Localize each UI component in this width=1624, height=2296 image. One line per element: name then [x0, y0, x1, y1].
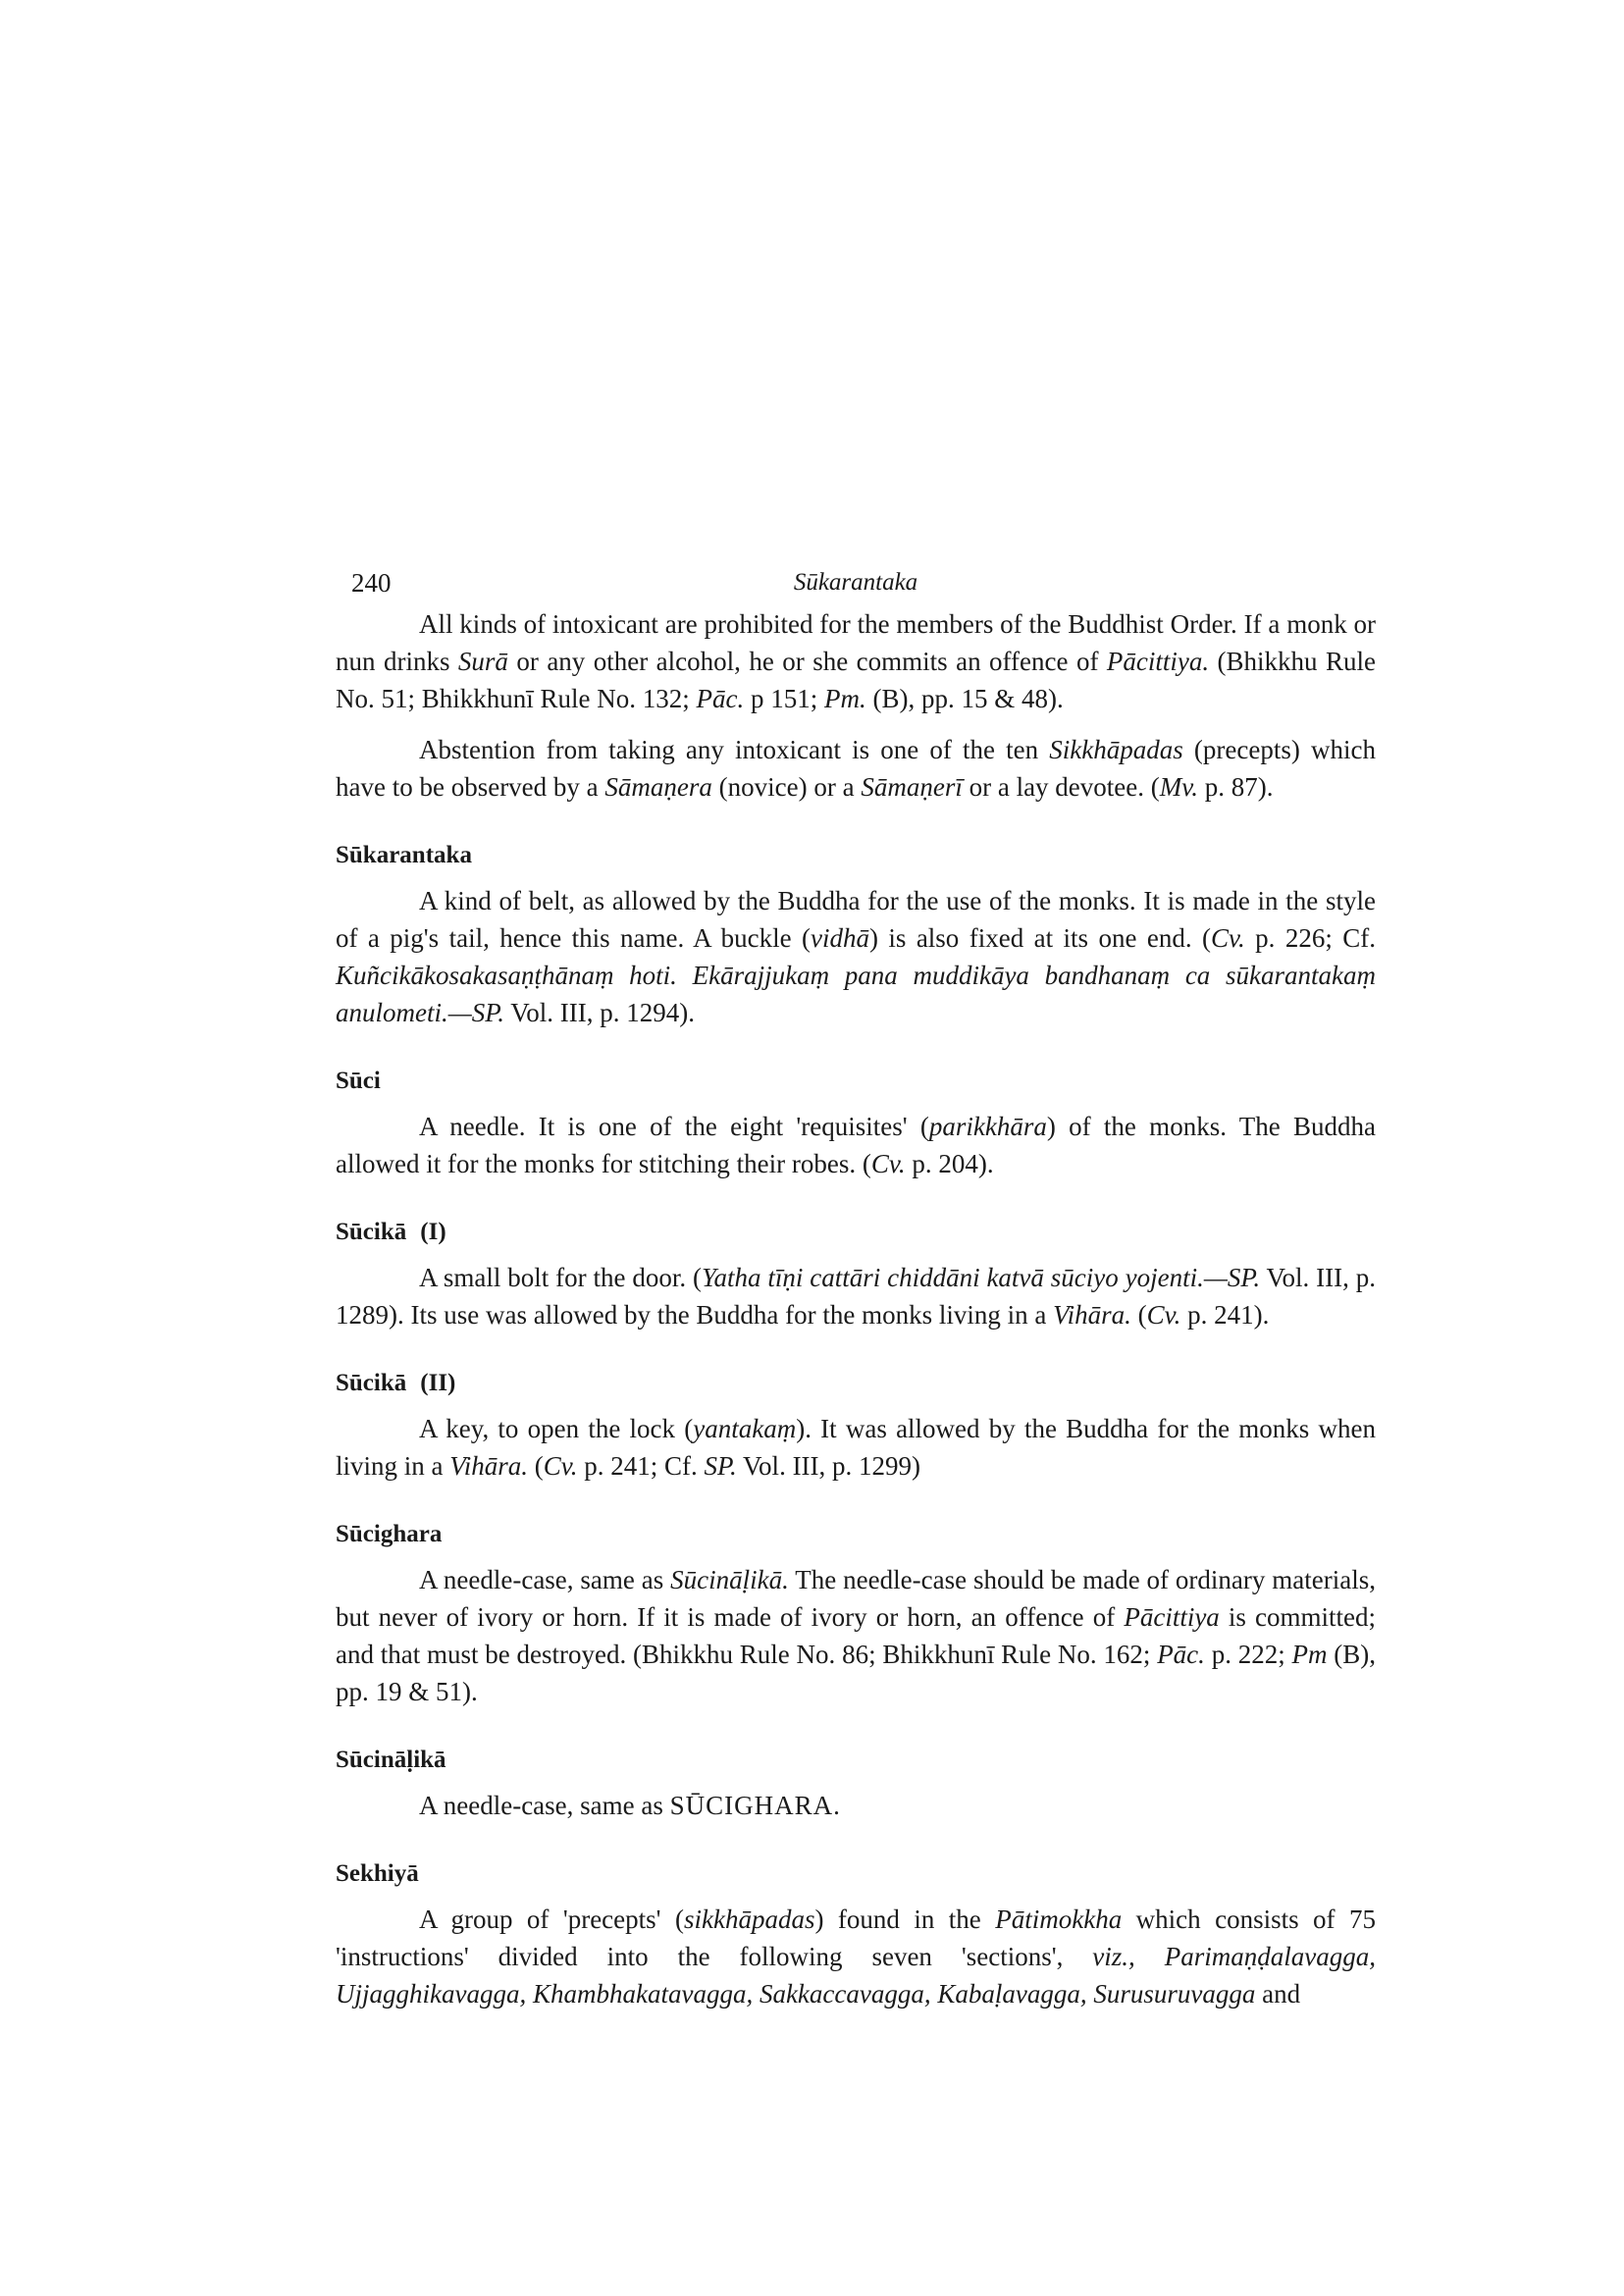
entry-text: A group of 'precepts' (sikkhāpadas) found in the Pātimokkha which consists of 75 'instructions' divided into the following seven 'sections', viz., Parimaṇḍalavagga, Ujjagghikavagga, Khambhakatavagga, Sakkaccavagga, Kabaḷavagga, Surusuruvagga and	[336, 1905, 1376, 2009]
intro-paragraph-2: Abstention from taking any intoxicant is one of the ten Sikkhāpadas (precepts) which have to be observed by a Sāmaṇera (novice) or a Sāmaṇerī or a lay devotee. (Mv. p. 87).	[336, 735, 1376, 802]
entry-sucika-1	[336, 1214, 1376, 1333]
page-header	[336, 564, 1376, 603]
entry-sucighara	[336, 1516, 1376, 1710]
entry-sucinalika	[336, 1742, 1376, 1824]
entry-text: A needle. It is one of the eight 'requisites' (parikkhāra) of the monks. The Buddha allowed it for the monks for stitching their robes. (Cv. p. 204).	[336, 1112, 1376, 1178]
entry-headword: Sūcikā (II)	[336, 1370, 456, 1396]
entry-suci	[336, 1063, 1376, 1182]
entry-headword: Sūcighara	[336, 1521, 443, 1547]
entry-text: A kind of belt, as allowed by the Buddha for the use of the monks. It is made in the style of a pig's tail, hence this name. A buckle (vidhā) is also fixed at its one end. (Cv. p. 226; Cf. Kuñcikākosakasaṇṭhānaṃ hoti. Ekārajjukaṃ pana muddikāya bandhanaṃ ca sūkarantakaṃ anulometi.—SP. Vol. III, p. 1294).	[336, 886, 1376, 1027]
dictionary-page	[336, 564, 1376, 2012]
intro-paragraph-1: All kinds of intoxicant are prohibited for the members of the Buddhist Order. If a monk or nun drinks Surā or any other alcohol, he or she commits an offence of Pācittiya. (Bhikkhu Rule No. 51; Bhikkhunī Rule No. 132; Pāc. p 151; Pm. (B), pp. 15 & 48).	[336, 609, 1377, 713]
entry-headword: Sūci	[336, 1068, 381, 1094]
entry-headword: Sekhiyā	[336, 1860, 419, 1887]
entry-sekhiya	[336, 1855, 1376, 2012]
entry-text: A needle-case, same as SŪCIGHARA.	[419, 1791, 840, 1820]
entry-headword: Sūcikā (I)	[336, 1219, 446, 1245]
running-title: Sūkarantaka	[793, 569, 918, 596]
entry-sukarantaka	[336, 837, 1376, 1031]
entry-text: A needle-case, same as Sūcināḷikā. The needle-case should be made of ordinary materials, but never of ivory or horn. If it is made of ivory or horn, an offence of Pācittiya is committed; and that must be destroyed. (Bhikkhu Rule No. 86; Bhikkhunī Rule No. 162; Pāc. p. 222; Pm (B), pp. 19 & 51).	[336, 1565, 1376, 1706]
entry-headword: Sūcināḷikā	[336, 1747, 446, 1773]
entry-sucika-2	[336, 1365, 1376, 1485]
entry-headword: Sūkarantaka	[336, 842, 472, 868]
entry-text: A key, to open the lock (yantakaṃ). It was allowed by the Buddha for the monks when living in a Vihāra. (Cv. p. 241; Cf. SP. Vol. III, p. 1299)	[336, 1414, 1376, 1481]
entry-text: A small bolt for the door. (Yatha tīṇi cattāri chiddāni katvā sūciyo yojenti.—SP. Vol. III, p. 1289). Its use was allowed by the Buddha for the monks living in a Vihāra. (Cv. p. 241).	[336, 1263, 1376, 1330]
page-number: 240	[351, 568, 392, 598]
